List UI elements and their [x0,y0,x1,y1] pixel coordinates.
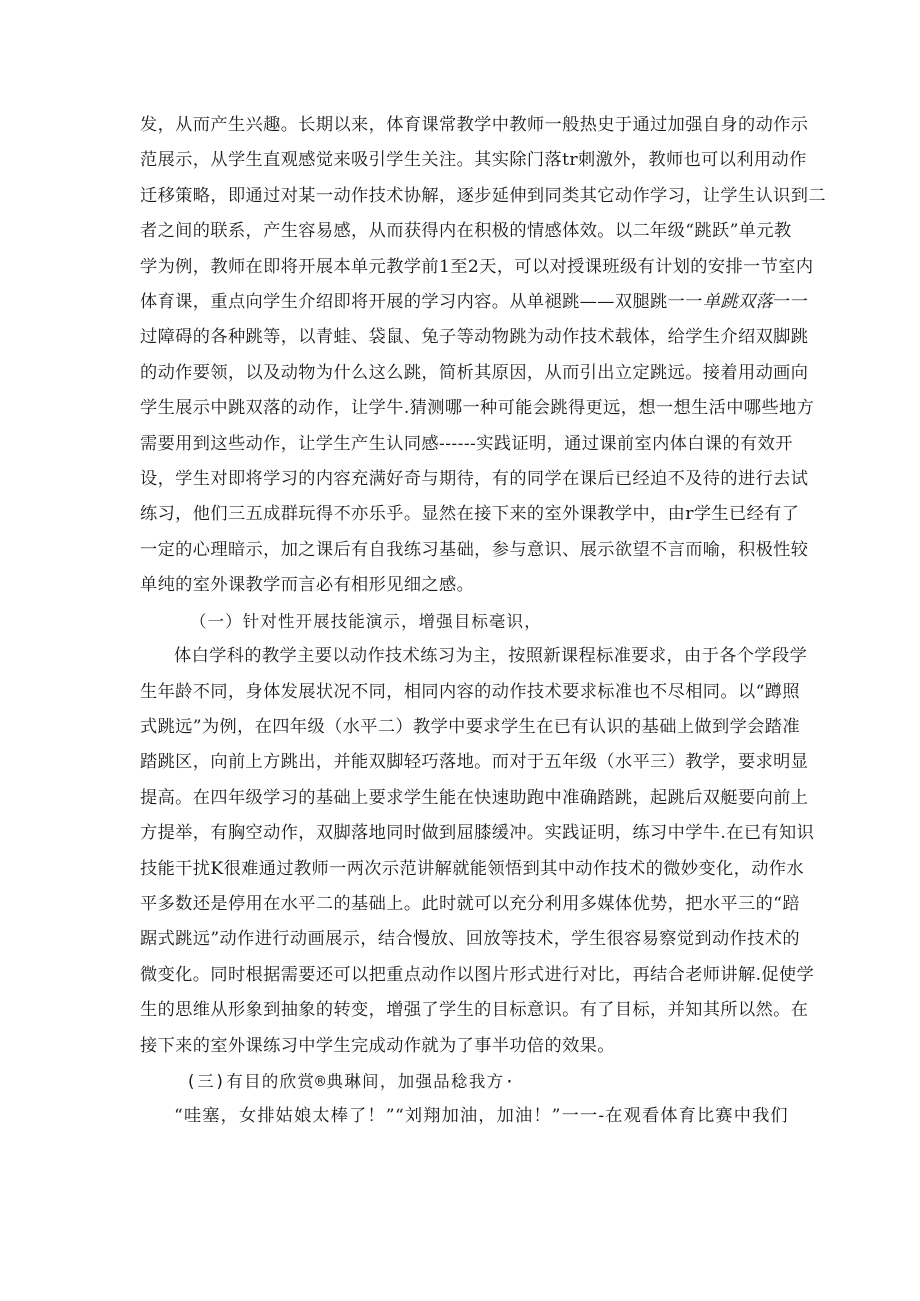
paragraph-2 [140,639,815,1064]
text-line: 一定的心理暗示，加之课后有自我练习基础，参与意识、展示欲望不言而喻，积极性较 [140,539,809,560]
text-line: 方提举，有胸空动作，双脚落地同时做到屈膝缓冲。实践证明，练习中学牛.在已有知识 [140,823,815,844]
text-line: 踞式跳远”动作进行动画展示，结合慢放、回放等技术，学生很容易察觉到动作技术的 [140,929,800,950]
text-line: 过障碍的各种跳等，以青蛙、袋鼠、兔子等动物跳为动作技术载体，给学生介绍双脚跳 [140,327,809,348]
text-line: 的动作要领，以及动物为什么这么跳，简析其原因，从而引出立定跳远。接着用动画向 [140,362,809,383]
text-line: 练习，他们三五成群玩得不亦乐乎。显然在接下来的室外课教学中，由r学生已经有了 [140,504,800,525]
section-heading-3: (三)有目的欣赏®典琳间，加强品稔我方· [186,1071,516,1091]
text-line: 生的思维从形象到抽象的转变，增强了学生的目标意识。有了目标，并知其所以然。在 [140,1000,809,1021]
text-line: 设，学生对即将学习的内容充满好奇与期待，有的同学在课后已经迫不及待的进行去试 [140,469,809,490]
text-segment: 一一 [773,292,809,313]
text-line: 学为例，教师在即将开展本单元教学前1至2天，可以对授课班级有计划的安排一节室内 [140,256,814,277]
text-line: 提高。在四年级学习的基础上要求学生能在快速助跑中准确踏跳，起跳后双艇要向前上 [140,787,809,808]
text-line: 学生展示中跳双落的动作，让学牛.猜测哪一种可能会跳得更远，想一想生活中哪些地方 [140,398,815,419]
text-line: 者之间的联系，产生容易感，从而获得内在积极的情感体效。以二年级“跳跃”单元教 [140,221,792,242]
text-line: 发，从而产生兴趣。长期以来，体育课常教学中教师一般热史于通过加强自身的动作示 [140,115,809,135]
text-line: 平多数还是停用在水平二的基础上。此时就可以充分利用多媒体优势，把水平三的“踣 [140,893,800,914]
text-line: 迁移策略，即通过对某一动作技术协解，逐步延伸到同类其它动作学习，让学生认识到二 [140,185,826,206]
text-line: 需要用到这些动作，让学生产生认同感------实践证明，通过课前室内体白课的有效开 [140,433,793,454]
text-line: 体白学科的教学主要以动作技术练习为主，按照新课程标准要求，由于各个学段学 [174,646,808,667]
text-line: “哇塞，女排姑娘太棒了！”“刘翔加油，加油！”一一-在观看体育比赛中我们 [174,1106,788,1127]
document-page [140,108,826,1135]
italic-phrase: 单跳双落 [702,292,774,313]
text-line: 技能干扰K很难通过教师一两次示范讲解就能领悟到其中动作技术的微妙变化，动作水 [140,858,804,879]
text-line: 式跳远”为例，在四年级（水平二）教学中要求学生在已有认识的基础上做到学会踏准 [140,716,800,737]
section-heading-1: （一）针对性开展技能演示，增强目标毫识， [190,611,542,631]
paragraph-1 [140,108,826,604]
text-line: 范展示，从学生直观感觉来吸引学生关注。其实除门落tr刺激外，教师也可以利用动作 [140,150,807,171]
paragraph-3 [140,1099,788,1134]
text-line: 接下来的室外课练习中学生完成动作就为了事半功倍的效果。 [140,1035,615,1056]
text-segment: 体育课，重点向学生介绍即将开展的学习内容。从单褪跳——双腿跳一一 [140,292,703,313]
text-line: 单纯的室外课教学而言必有相形见细之感。 [140,575,475,596]
text-line-with-italic [140,285,809,320]
text-line: 微变化。同时根据需要还可以把重点动作以图片形式进行对比，再结合老师讲解.促使学 [140,964,815,985]
text-line: 生年龄不同，身体发展状况不同，相同内容的动作技术要求标准也不尽相同。以“蹲照 [140,681,800,702]
text-line: 踏跳区，向前上方跳出，并能双脚轻巧落地。而对于五年级（水平三）教学，要求明显 [140,752,809,773]
